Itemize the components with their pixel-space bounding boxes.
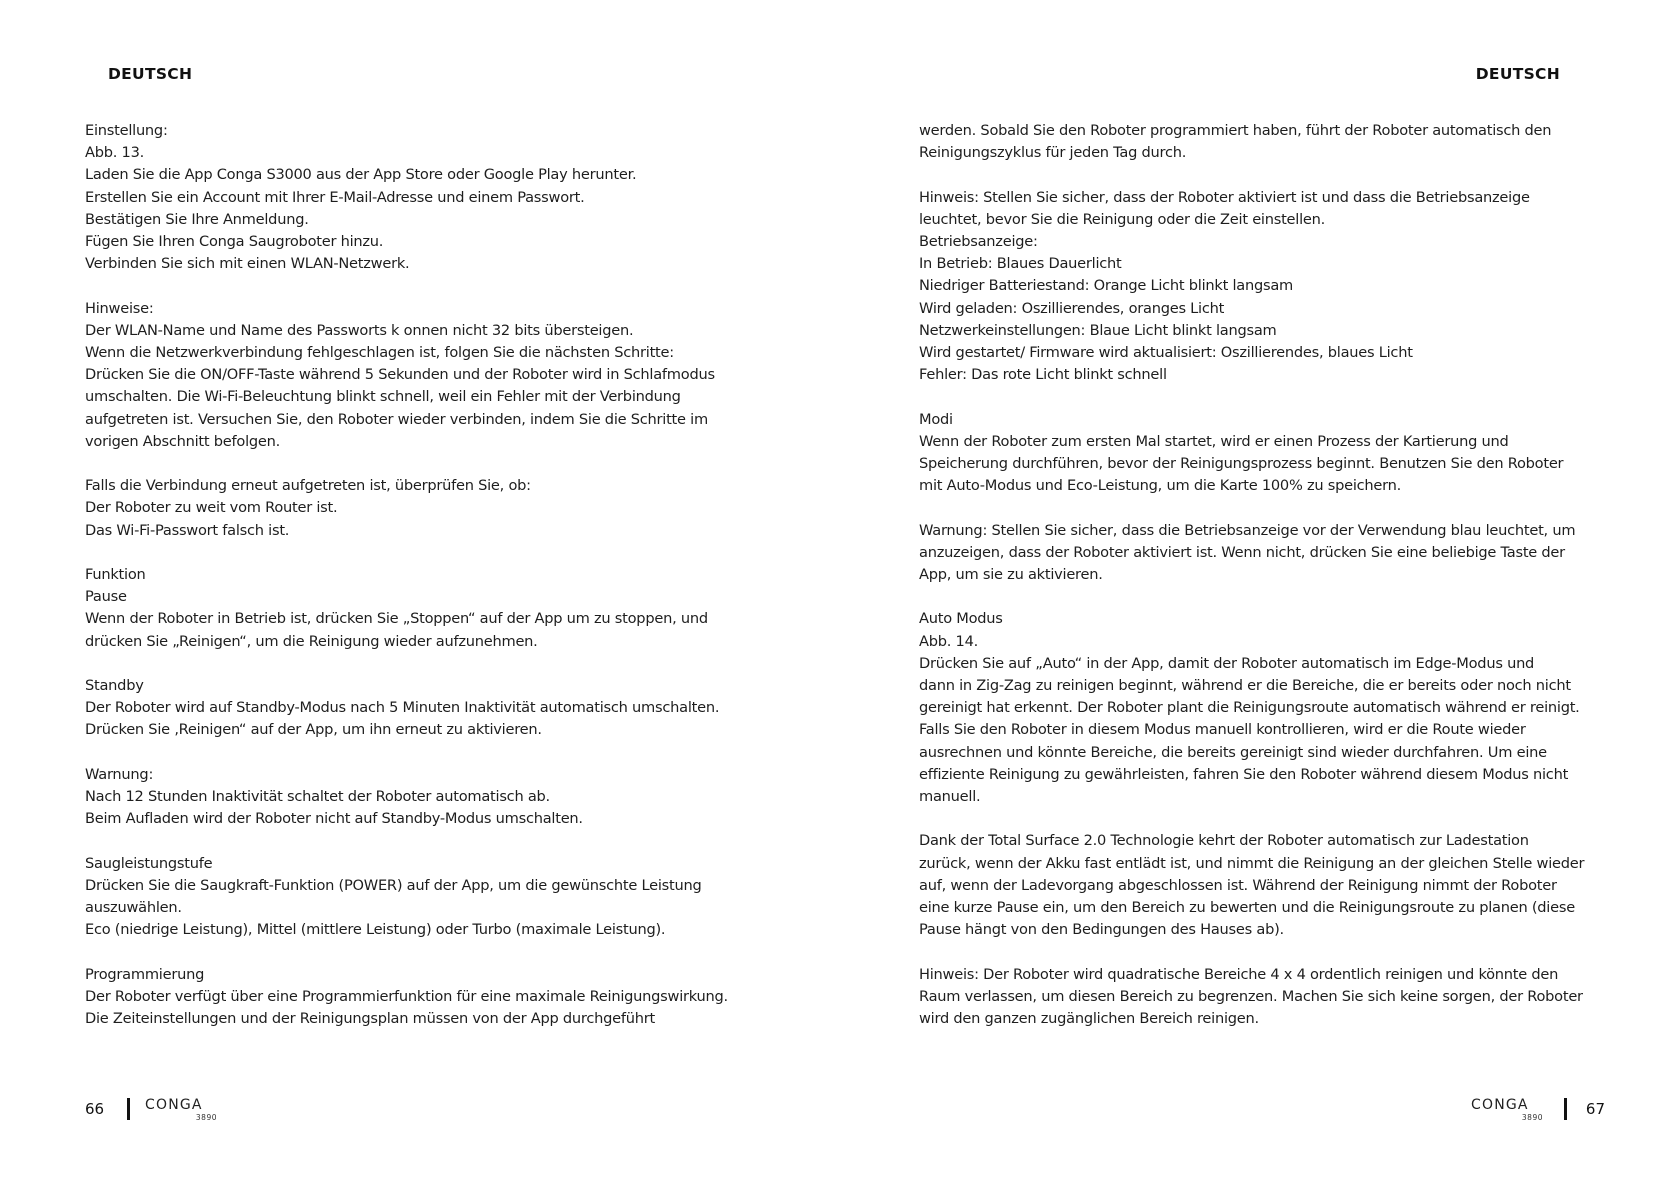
text-line: Niedriger Batteriestand: Orange Licht blinkt langsam: [919, 277, 1293, 295]
paragraph: [919, 520, 1619, 587]
text-line: Drücken Sie die ON/OFF-Taste während 5 Sekunden und der Roboter wird in Schlafmodus: [85, 366, 715, 384]
paragraph: [919, 964, 1619, 1031]
logo-wordmark: CONGA: [1471, 1097, 1529, 1113]
text-line: Modi: [919, 410, 953, 428]
text-line: leuchtet, bevor Sie die Reinigung oder die Zeit einstellen.: [919, 210, 1326, 228]
text-line: Auto Modus: [919, 610, 1003, 628]
text-line: ausrechnen und könnte Bereiche, die bereits gereinigt sind wieder durchfahren. Um eine: [919, 743, 1547, 761]
text-line: Wenn der Roboter in Betrieb ist, drücken Sie „Stoppen“ auf der App um zu stoppen, und: [85, 610, 708, 628]
text-line: Abb. 14.: [919, 632, 978, 650]
paragraph: [85, 564, 785, 653]
paragraph: [919, 120, 1619, 164]
text-line: Nach 12 Stunden Inaktivität schaltet der Roboter automatisch ab.: [85, 788, 550, 806]
text-line: Betriebsanzeige:: [919, 233, 1038, 250]
text-line: Pause: [85, 588, 127, 606]
page-body-text: [85, 120, 785, 1030]
logo-model-number: 3890: [1521, 1113, 1543, 1122]
text-line: eine kurze Pause ein, um den Bereich zu bewerten und die Reinigungsroute zu planen (diese: [919, 899, 1575, 917]
text-line: Wird geladen: Oszillierendes, oranges Licht: [919, 299, 1225, 317]
text-line: manuell.: [919, 788, 981, 806]
text-line: Speicherung durchführen, bevor der Reinigungsprozess beginnt. Benutzen Sie den Roboter: [919, 455, 1564, 473]
text-line: Falls die Verbindung erneut aufgetreten ist, überprüfen Sie, ob:: [85, 477, 531, 495]
text-line: Bestätigen Sie Ihre Anmeldung.: [85, 210, 309, 228]
page-header-language: DEUTSCH: [1475, 65, 1560, 83]
text-line: Raum verlassen, um diesen Bereich zu begrenzen. Machen Sie sich keine sorgen, der Roboter: [919, 987, 1583, 1005]
text-line: Fehler: Das rote Licht blinkt schnell: [919, 366, 1167, 384]
text-line: Pause hängt von den Bedingungen des Hauses ab).: [919, 921, 1284, 939]
text-line: zurück, wenn der Akku fast entlädt ist, und nimmt die Reinigung an der gleichen Stelle wieder: [919, 854, 1585, 872]
text-line: Der Roboter wird auf Standby-Modus nach 5 Minuten Inaktivität automatisch umschalten.: [85, 699, 720, 717]
paragraph: [919, 187, 1619, 387]
footer-divider: [1564, 1098, 1567, 1120]
text-line: Abb. 13.: [85, 144, 144, 162]
text-line: aufgetreten ist. Versuchen Sie, den Roboter wieder verbinden, indem Sie die Schritte im: [85, 410, 708, 428]
text-line: Der Roboter verfügt über eine Programmierfunktion für eine maximale Reinigungswirkung.: [85, 987, 728, 1005]
text-line: Falls Sie den Roboter in diesem Modus manuell kontrollieren, wird er die Route wieder: [919, 721, 1526, 739]
text-line: Das Wi-Fi-Passwort falsch ist.: [85, 521, 290, 539]
text-line: effiziente Reinigung zu gewährleisten, fahren Sie den Roboter während diesem Modus nicht: [919, 765, 1569, 783]
text-line: Wird gestartet/ Firmware wird aktualisiert: Oszillierendes, blaues Licht: [919, 344, 1413, 362]
paragraph: [85, 853, 785, 942]
text-line: App, um sie zu aktivieren.: [919, 566, 1103, 584]
text-line: Saugleistungstufe: [85, 854, 213, 872]
text-line: Drücken Sie die Saugkraft-Funktion (POWER) auf der App, um die gewünschte Leistung: [85, 876, 702, 894]
paragraph: [85, 298, 785, 453]
logo-model-number: 3890: [195, 1113, 217, 1122]
text-line: Der Roboter zu weit vom Router ist.: [85, 499, 338, 517]
conga-logo: [1471, 1097, 1545, 1123]
text-line: vorigen Abschnitt befolgen.: [85, 432, 281, 450]
text-line: Erstellen Sie ein Account mit Ihrer E-Mail-Adresse und einem Passwort.: [85, 188, 585, 206]
text-line: Warnung:: [85, 765, 154, 783]
text-line: Einstellung:: [85, 122, 168, 139]
text-line: Beim Aufladen wird der Roboter nicht auf Standby-Modus umschalten.: [85, 810, 583, 828]
text-line: werden. Sobald Sie den Roboter programmiert haben, führt der Roboter automatisch den: [919, 122, 1552, 139]
text-line: drücken Sie „Reinigen“, um die Reinigung wieder aufzunehmen.: [85, 632, 538, 650]
text-line: umschalten. Die Wi-Fi-Beleuchtung blinkt schnell, weil ein Fehler mit der Verbindung: [85, 388, 681, 406]
text-line: In Betrieb: Blaues Dauerlicht: [919, 255, 1122, 273]
text-line: wird den ganzen zugänglichen Bereich reinigen.: [919, 1010, 1259, 1028]
paragraph: [85, 120, 785, 275]
text-line: Drücken Sie auf „Auto“ in der App, damit der Roboter automatisch im Edge-Modus und: [919, 654, 1535, 672]
text-line: Laden Sie die App Conga S3000 aus der App Store oder Google Play herunter.: [85, 166, 637, 184]
footer-divider: [127, 1098, 130, 1120]
text-line: gereinigt hat erkennt. Der Roboter plant die Reinigungsroute automatisch während er reinigt.: [919, 699, 1580, 717]
text-line: Dank der Total Surface 2.0 Technologie kehrt der Roboter automatisch zur Ladestation: [919, 832, 1529, 850]
paragraph: [919, 409, 1619, 498]
text-line: Die Zeiteinstellungen und der Reinigungsplan müssen von der App durchgeführt: [85, 1010, 655, 1028]
conga-logo: [145, 1097, 219, 1123]
text-line: auf, wenn der Ladevorgang abgeschlossen ist. Während der Reinigung nimmt der Roboter: [919, 876, 1557, 894]
text-line: Drücken Sie ‚Reinigen“ auf der App, um ihn erneut zu aktivieren.: [85, 721, 542, 739]
text-line: Wenn der Roboter zum ersten Mal startet, wird er einen Prozess der Kartierung und: [919, 432, 1509, 450]
text-line: Der WLAN-Name und Name des Passworts k onnen nicht 32 bits übersteigen.: [85, 321, 634, 339]
paragraph: [85, 475, 785, 542]
text-line: Eco (niedrige Leistung), Mittel (mittlere Leistung) oder Turbo (maximale Leistung).: [85, 921, 666, 939]
text-line: mit Auto-Modus und Eco-Leistung, um die Karte 100% zu speichern.: [919, 477, 1402, 495]
page-right: [834, 0, 1667, 1191]
page-header-language: DEUTSCH: [108, 65, 193, 83]
paragraph: [919, 830, 1619, 941]
text-line: Standby: [85, 677, 144, 695]
text-line: Programmierung: [85, 965, 205, 983]
page-body-text: [919, 120, 1619, 1030]
text-line: Wenn die Netzwerkverbindung fehlgeschlagen ist, folgen Sie die nächsten Schritte:: [85, 344, 674, 362]
text-line: dann in Zig-Zag zu reinigen beginnt, während er die Bereiche, die er bereits oder noch nicht: [919, 677, 1571, 695]
text-line: Reinigungszyklus für jeden Tag durch.: [919, 144, 1187, 162]
paragraph: [919, 608, 1619, 808]
text-line: Hinweise:: [85, 299, 154, 317]
paragraph: [85, 964, 785, 1031]
text-line: Fügen Sie Ihren Conga Saugroboter hinzu.: [85, 233, 384, 251]
paragraph: [85, 764, 785, 831]
text-line: Warnung: Stellen Sie sicher, dass die Betriebsanzeige vor der Verwendung blau leuchtet, um: [919, 521, 1576, 539]
page-number: 66: [85, 1100, 105, 1118]
text-line: auszuwählen.: [85, 899, 182, 917]
text-line: anzuzeigen, dass der Roboter aktiviert ist. Wenn nicht, drücken Sie eine beliebige Taste der: [919, 543, 1565, 561]
text-line: Hinweis: Der Roboter wird quadratische Bereiche 4 x 4 ordentlich reinigen und könnte den: [919, 965, 1559, 983]
page-number: 67: [1585, 1100, 1605, 1118]
text-line: Netzwerkeinstellungen: Blaue Licht blinkt langsam: [919, 321, 1277, 339]
text-line: Verbinden Sie sich mit einen WLAN-Netzwerk.: [85, 255, 410, 273]
text-line: Hinweis: Stellen Sie sicher, dass der Roboter aktiviert ist und dass die Betriebsanzeige: [919, 188, 1530, 206]
text-line: Funktion: [85, 566, 146, 584]
logo-wordmark: CONGA: [145, 1097, 203, 1113]
paragraph: [85, 675, 785, 742]
